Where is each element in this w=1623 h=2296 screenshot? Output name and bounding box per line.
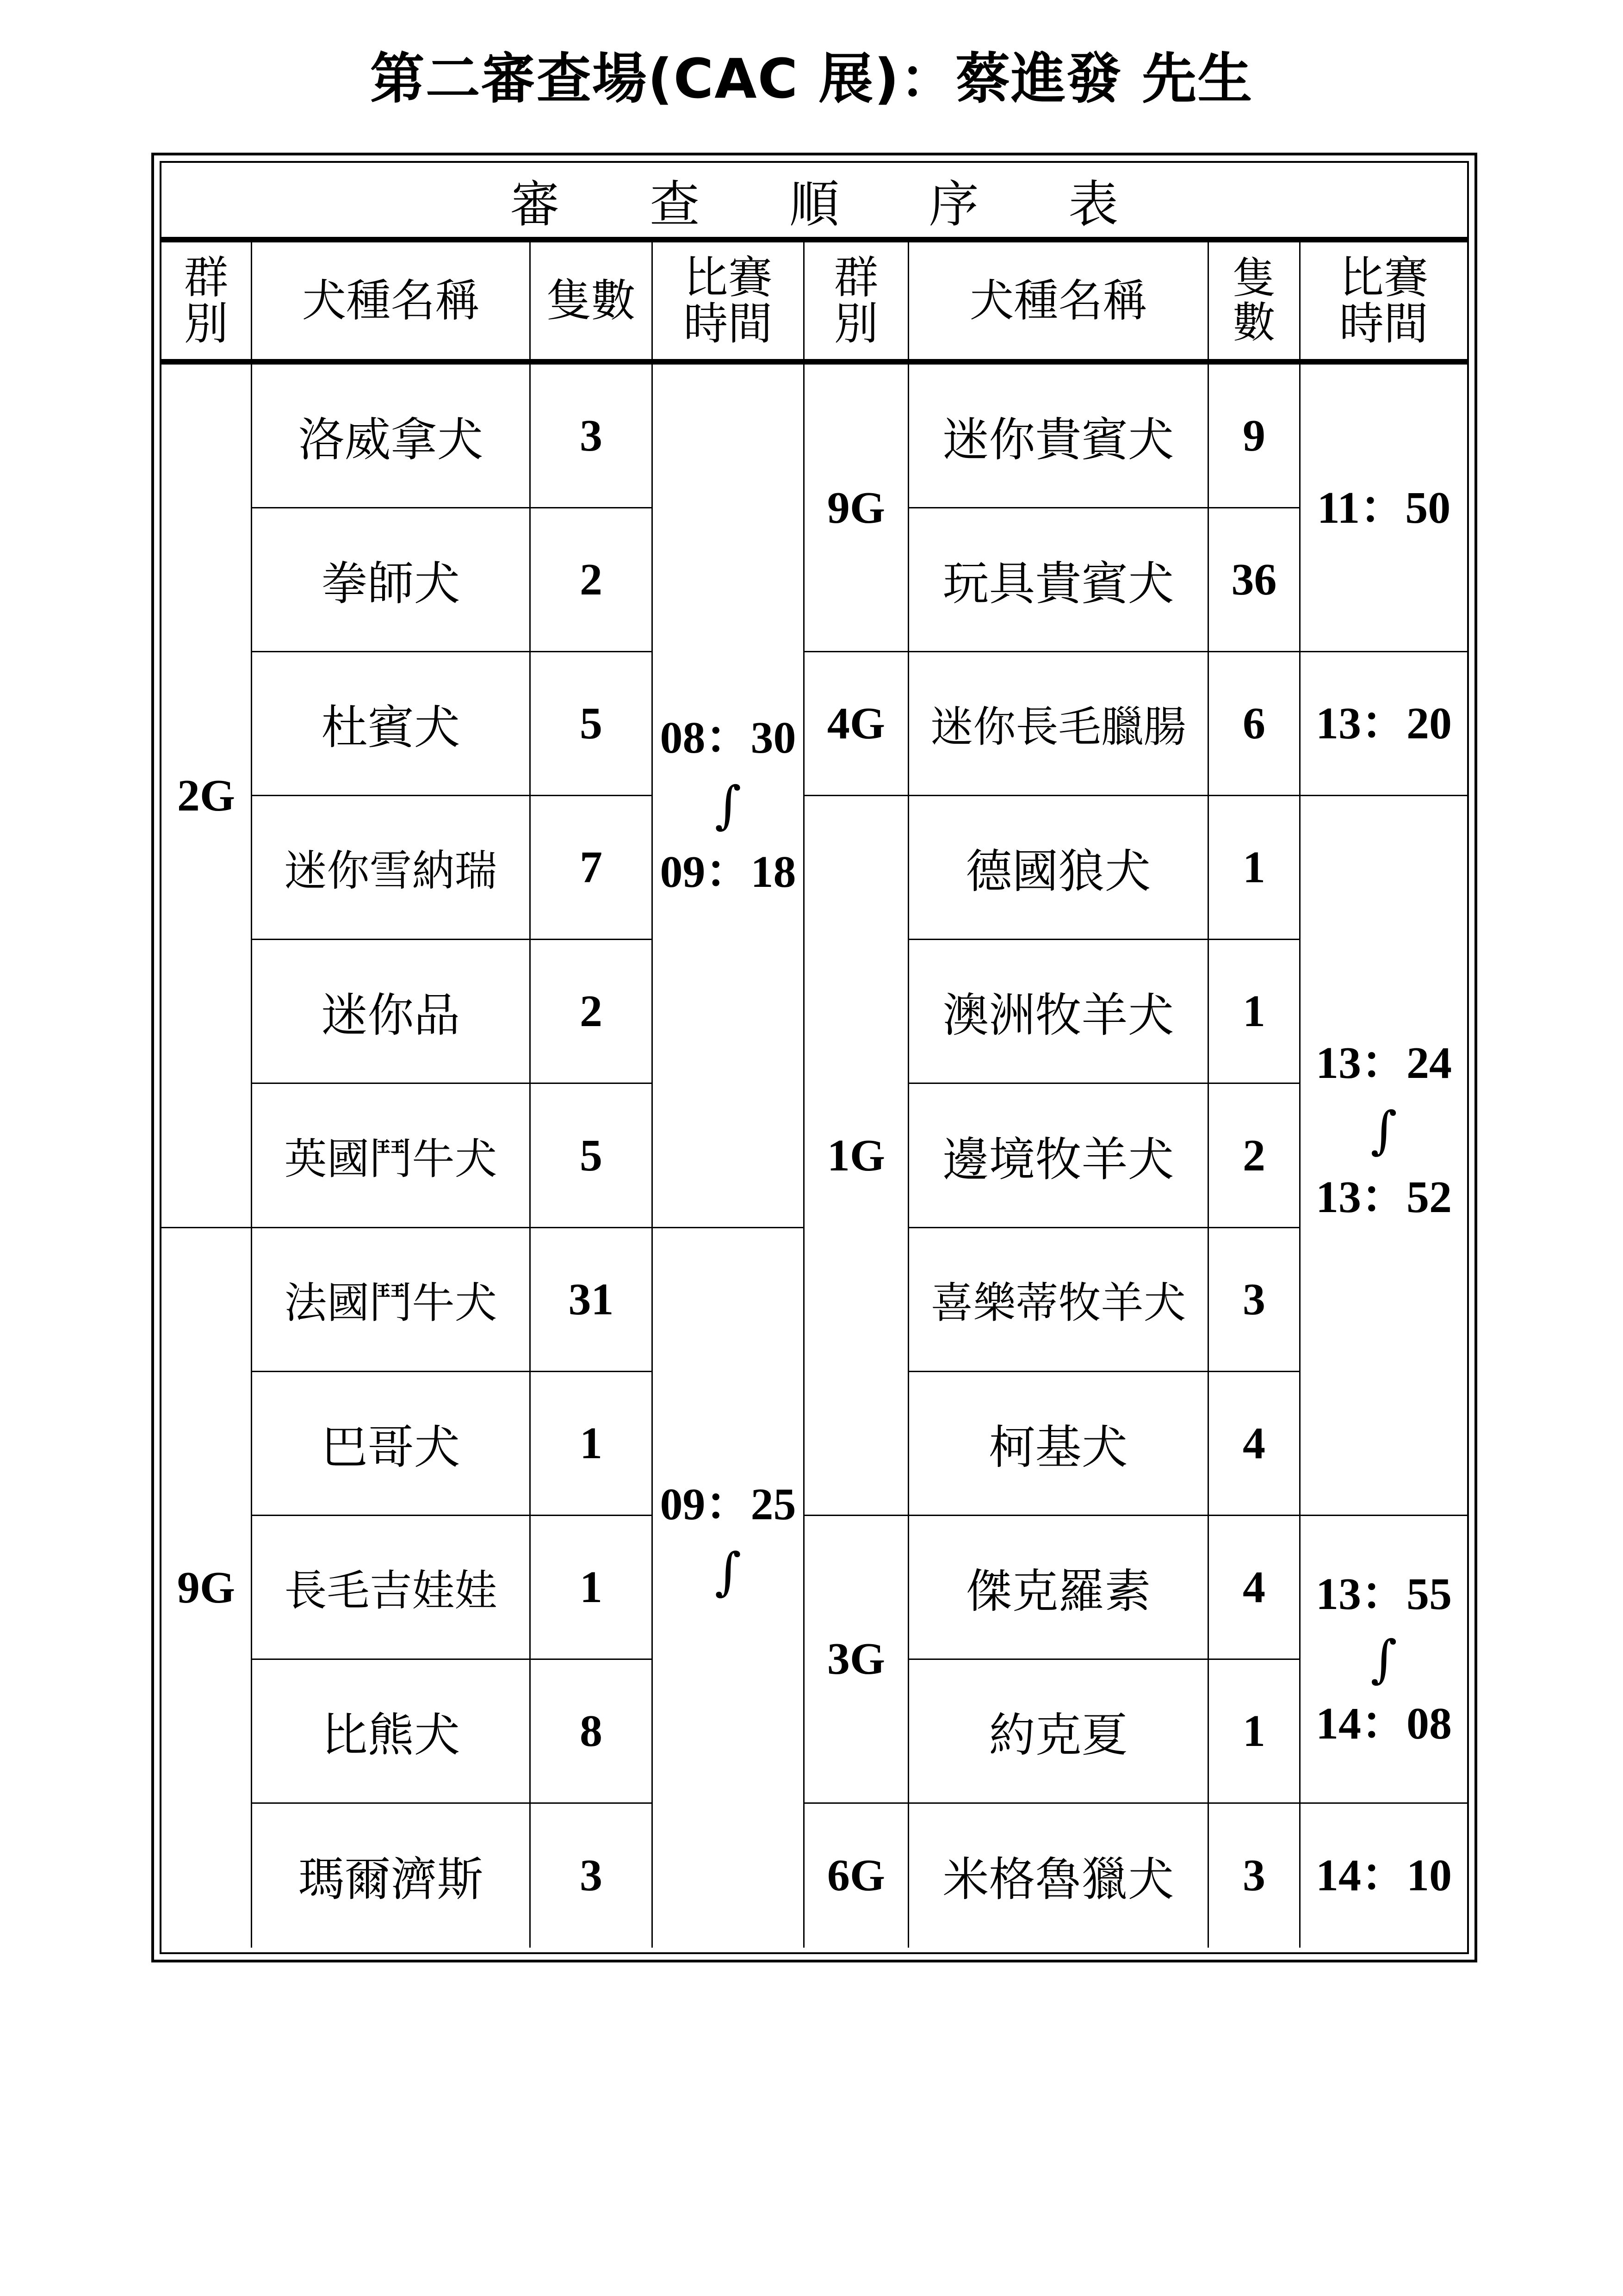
header-group-bottom: 別 [834, 298, 879, 350]
breed-name: 德國狼犬 [909, 796, 1209, 940]
time-range-cell [1301, 1516, 1467, 1804]
breed-name: 喜樂蒂牧羊犬 [909, 1228, 1209, 1372]
time-start: 13：55 [1315, 1569, 1452, 1620]
time-range-cell [653, 1228, 805, 1948]
dog-count: 3 [1209, 1804, 1301, 1948]
dog-count: 3 [1209, 1228, 1301, 1372]
dog-count: 2 [1209, 1084, 1301, 1228]
dog-count: 2 [531, 508, 653, 652]
dog-count: 4 [1209, 1372, 1301, 1516]
breed-name: 柯基犬 [909, 1372, 1209, 1516]
table-title-char: 查 [650, 175, 700, 234]
breed-name: 邊境牧羊犬 [909, 1084, 1209, 1228]
table-title-char: 順 [789, 175, 839, 234]
group-cell: 2G [161, 365, 252, 1228]
breed-name: 巴哥犬 [252, 1372, 531, 1516]
dog-count: 1 [1209, 940, 1301, 1084]
dog-count: 5 [531, 1084, 653, 1228]
breed-name: 迷你貴賓犬 [909, 365, 1209, 508]
time-end: 14：08 [1315, 1699, 1452, 1749]
dog-count: 1 [531, 1372, 653, 1516]
breed-name: 迷你雪納瑞 [252, 796, 531, 940]
header-count-right [1209, 242, 1301, 365]
table-title-char: 序 [929, 175, 979, 234]
time-start: 14：10 [1315, 1850, 1452, 1901]
dog-count: 7 [531, 796, 653, 940]
header-count-bottom: 數 [1233, 298, 1276, 347]
schedule-table-inner-border [160, 161, 1469, 1954]
table-title [161, 163, 1467, 242]
time-range-separator: ∫ [1370, 1629, 1397, 1689]
schedule-table [161, 163, 1467, 1952]
table-title-char: 審 [510, 175, 560, 234]
dog-count: 1 [1209, 796, 1301, 940]
breed-name: 杜賓犬 [252, 652, 531, 796]
breed-name: 長毛吉娃娃 [252, 1516, 531, 1660]
time-start: 13：24 [1315, 1038, 1452, 1088]
dog-count: 36 [1209, 508, 1301, 652]
time-end: 09：18 [660, 847, 796, 897]
breed-name: 洛威拿犬 [252, 365, 531, 508]
header-time-right [1301, 242, 1467, 365]
group-cell: 1G [805, 796, 909, 1516]
breed-name: 迷你長毛臘腸 [909, 652, 1209, 796]
header-group-bottom: 別 [184, 298, 229, 350]
time-range-cell [1301, 652, 1467, 796]
time-end: 13：52 [1315, 1172, 1452, 1222]
dog-count: 1 [531, 1516, 653, 1660]
time-range-cell [653, 365, 805, 1228]
header-time-bottom: 時間 [683, 298, 773, 350]
header-time-top: 比賽 [683, 252, 773, 303]
group-cell: 6G [805, 1804, 909, 1948]
dog-count: 6 [1209, 652, 1301, 796]
dog-count: 8 [531, 1660, 653, 1804]
breed-name: 瑪爾濟斯 [252, 1804, 531, 1948]
header-time-bottom: 時間 [1339, 298, 1428, 350]
time-start: 13：20 [1315, 699, 1452, 749]
header-time-top: 比賽 [1339, 252, 1428, 303]
breed-name: 比熊犬 [252, 1660, 531, 1804]
breed-name: 拳師犬 [252, 508, 531, 652]
time-range-cell [1301, 1804, 1467, 1948]
breed-name: 英國鬥牛犬 [252, 1084, 531, 1228]
time-start: 08：30 [660, 712, 796, 763]
dog-count: 4 [1209, 1516, 1301, 1660]
time-start: 09：25 [660, 1479, 796, 1530]
breed-name: 迷你品 [252, 940, 531, 1084]
header-group-left [161, 242, 252, 365]
group-cell: 4G [805, 652, 909, 796]
dog-count: 3 [531, 1804, 653, 1948]
dog-count: 2 [531, 940, 653, 1084]
header-count-top: 隻 [1233, 254, 1276, 303]
header-time-left [653, 242, 805, 365]
time-range-separator: ∫ [714, 1542, 742, 1602]
dog-count: 1 [1209, 1660, 1301, 1804]
header-group-top: 群 [834, 252, 879, 303]
time-range-separator: ∫ [714, 775, 742, 835]
header-breed-right: 犬種名稱 [909, 242, 1209, 365]
schedule-table-frame [151, 153, 1477, 1962]
time-range-separator: ∫ [1370, 1100, 1397, 1160]
breed-name: 傑克羅素 [909, 1516, 1209, 1660]
header-breed-left: 犬種名稱 [252, 242, 531, 365]
time-range-cell [1301, 365, 1467, 652]
table-title-char: 表 [1068, 175, 1119, 234]
dog-count: 31 [531, 1228, 653, 1372]
header-group-top: 群 [184, 252, 229, 303]
dog-count: 5 [531, 652, 653, 796]
time-start: 11：50 [1317, 483, 1451, 533]
header-group-right [805, 242, 909, 365]
group-cell: 3G [805, 1516, 909, 1804]
breed-name: 玩具貴賓犬 [909, 508, 1209, 652]
group-cell: 9G [161, 1228, 252, 1948]
breed-name: 米格魯獵犬 [909, 1804, 1209, 1948]
time-range-cell [1301, 796, 1467, 1516]
page-title: 第二審查場(CAC 展)：蔡進發 先生 [370, 47, 1253, 111]
group-cell: 9G [805, 365, 909, 652]
dog-count: 3 [531, 365, 653, 508]
dog-count: 9 [1209, 365, 1301, 508]
breed-name: 澳洲牧羊犬 [909, 940, 1209, 1084]
header-count-left: 隻數 [531, 242, 653, 365]
breed-name: 約克夏 [909, 1660, 1209, 1804]
breed-name: 法國鬥牛犬 [252, 1228, 531, 1372]
